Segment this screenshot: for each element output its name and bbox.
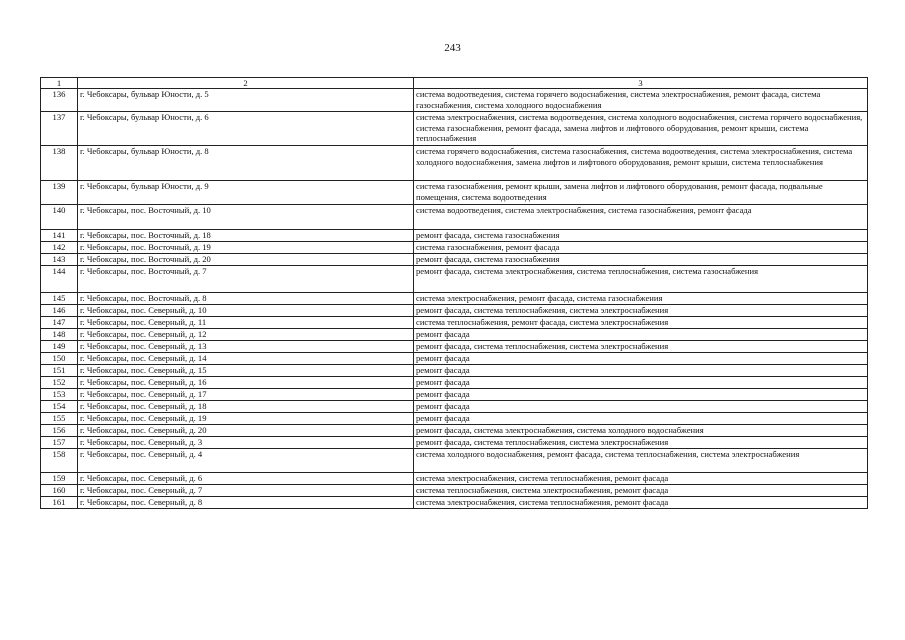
table-row	[41, 425, 868, 437]
row-address: г. Чебоксары, пос. Восточный, д. 19	[78, 242, 414, 254]
row-works: ремонт фасада, система теплоснабжения, система электроснабжения	[414, 305, 868, 317]
row-number: 137	[41, 112, 78, 146]
table-row	[41, 449, 868, 473]
row-number: 142	[41, 242, 78, 254]
buildings-table	[40, 77, 868, 509]
row-works: ремонт фасада	[414, 377, 868, 389]
row-works: система газоснабжения, ремонт крыши, замена лифтов и лифтового оборудования, ремонт фасада, подвальные помещения, система водоотведения	[414, 181, 868, 205]
table-row	[41, 266, 868, 293]
row-works: система водоотведения, система горячего водоснабжения, система электроснабжения, ремонт фасада, система газоснабжения, система холодного водоснабжения	[414, 89, 868, 112]
row-works: ремонт фасада, система теплоснабжения, система электроснабжения	[414, 341, 868, 353]
table-row	[41, 317, 868, 329]
row-number: 136	[41, 89, 78, 112]
row-works: ремонт фасада, система теплоснабжения, система электроснабжения	[414, 437, 868, 449]
row-address: г. Чебоксары, пос. Северный, д. 13	[78, 341, 414, 353]
row-address: г. Чебоксары, пос. Восточный, д. 10	[78, 205, 414, 230]
table-row	[41, 112, 868, 146]
row-address: г. Чебоксары, пос. Северный, д. 14	[78, 353, 414, 365]
row-works: ремонт фасада	[414, 365, 868, 377]
row-address: г. Чебоксары, бульвар Юности, д. 5	[78, 89, 414, 112]
table-row	[41, 341, 868, 353]
row-address: г. Чебоксары, пос. Северный, д. 8	[78, 497, 414, 509]
column-header-address: 2	[78, 78, 414, 89]
row-works: ремонт фасада	[414, 413, 868, 425]
table-row	[41, 353, 868, 365]
row-works: система теплоснабжения, ремонт фасада, система электроснабжения	[414, 317, 868, 329]
row-works: система газоснабжения, ремонт фасада	[414, 242, 868, 254]
row-number: 141	[41, 230, 78, 242]
row-address: г. Чебоксары, пос. Северный, д. 7	[78, 485, 414, 497]
table-row	[41, 377, 868, 389]
row-address: г. Чебоксары, пос. Северный, д. 17	[78, 389, 414, 401]
row-works: система теплоснабжения, система электроснабжения, ремонт фасада	[414, 485, 868, 497]
table-row	[41, 365, 868, 377]
row-works: система электроснабжения, система теплоснабжения, ремонт фасада	[414, 497, 868, 509]
row-number: 147	[41, 317, 78, 329]
row-works: ремонт фасада	[414, 353, 868, 365]
row-number: 155	[41, 413, 78, 425]
row-number: 144	[41, 266, 78, 293]
table-row	[41, 305, 868, 317]
table-row	[41, 497, 868, 509]
table-row	[41, 242, 868, 254]
table-row	[41, 205, 868, 230]
row-works: ремонт фасада	[414, 389, 868, 401]
row-number: 156	[41, 425, 78, 437]
row-number: 146	[41, 305, 78, 317]
row-number: 159	[41, 473, 78, 485]
table-row	[41, 485, 868, 497]
row-address: г. Чебоксары, бульвар Юности, д. 6	[78, 112, 414, 146]
table-row	[41, 89, 868, 112]
row-address: г. Чебоксары, пос. Восточный, д. 7	[78, 266, 414, 293]
row-number: 149	[41, 341, 78, 353]
row-address: г. Чебоксары, пос. Северный, д. 16	[78, 377, 414, 389]
row-address: г. Чебоксары, пос. Северный, д. 19	[78, 413, 414, 425]
row-number: 138	[41, 146, 78, 181]
row-address: г. Чебоксары, пос. Северный, д. 10	[78, 305, 414, 317]
row-works: ремонт фасада, система электроснабжения, система холодного водоснабжения	[414, 425, 868, 437]
table-row	[41, 329, 868, 341]
row-works: система водоотведения, система электроснабжения, система газоснабжения, ремонт фасада	[414, 205, 868, 230]
row-number: 160	[41, 485, 78, 497]
table-row	[41, 181, 868, 205]
row-number: 153	[41, 389, 78, 401]
row-address: г. Чебоксары, пос. Северный, д. 11	[78, 317, 414, 329]
page-number: 243	[444, 42, 461, 54]
table-row	[41, 473, 868, 485]
row-address: г. Чебоксары, пос. Северный, д. 6	[78, 473, 414, 485]
row-address: г. Чебоксары, бульвар Юности, д. 9	[78, 181, 414, 205]
table-row	[41, 413, 868, 425]
row-address: г. Чебоксары, пос. Восточный, д. 18	[78, 230, 414, 242]
row-address: г. Чебоксары, пос. Восточный, д. 20	[78, 254, 414, 266]
row-address: г. Чебоксары, пос. Северный, д. 4	[78, 449, 414, 473]
row-address: г. Чебоксары, пос. Северный, д. 12	[78, 329, 414, 341]
row-number: 151	[41, 365, 78, 377]
row-address: г. Чебоксары, пос. Северный, д. 15	[78, 365, 414, 377]
row-number: 157	[41, 437, 78, 449]
table-row	[41, 254, 868, 266]
row-number: 150	[41, 353, 78, 365]
row-works: ремонт фасада	[414, 401, 868, 413]
row-number: 140	[41, 205, 78, 230]
row-number: 143	[41, 254, 78, 266]
row-number: 154	[41, 401, 78, 413]
row-number: 161	[41, 497, 78, 509]
row-number: 158	[41, 449, 78, 473]
table-row	[41, 293, 868, 305]
row-address: г. Чебоксары, бульвар Юности, д. 8	[78, 146, 414, 181]
row-address: г. Чебоксары, пос. Северный, д. 18	[78, 401, 414, 413]
row-works: система электроснабжения, ремонт фасада, система газоснабжения	[414, 293, 868, 305]
table-header-row	[41, 78, 868, 89]
row-number: 145	[41, 293, 78, 305]
column-header-number: 1	[41, 78, 78, 89]
row-address: г. Чебоксары, пос. Восточный, д. 8	[78, 293, 414, 305]
table-row	[41, 230, 868, 242]
column-header-works: 3	[414, 78, 868, 89]
row-works: система электроснабжения, система водоотведения, система холодного водоснабжения, система горячего водоснабжения, система газоснабжения, ремонт фасада, замена лифтов и лифтового оборудования, ремонт крыши, система теплоснабжения	[414, 112, 868, 146]
row-works: система холодного водоснабжения, ремонт фасада, система теплоснабжения, система электроснабжения	[414, 449, 868, 473]
table-row	[41, 437, 868, 449]
row-works: ремонт фасада, система электроснабжения, система теплоснабжения, система газоснабжения	[414, 266, 868, 293]
row-number: 148	[41, 329, 78, 341]
row-works: ремонт фасада, система газоснабжения	[414, 254, 868, 266]
row-address: г. Чебоксары, пос. Северный, д. 20	[78, 425, 414, 437]
table-row	[41, 401, 868, 413]
row-number: 152	[41, 377, 78, 389]
row-works: ремонт фасада	[414, 329, 868, 341]
table-row	[41, 389, 868, 401]
row-works: ремонт фасада, система газоснабжения	[414, 230, 868, 242]
row-address: г. Чебоксары, пос. Северный, д. 3	[78, 437, 414, 449]
row-works: система электроснабжения, система теплоснабжения, ремонт фасада	[414, 473, 868, 485]
table-row	[41, 146, 868, 181]
row-works: система горячего водоснабжения, система газоснабжения, система водоотведения, система электроснабжения, система холодного водоснабжения, замена лифтов и лифтового оборудования, ремонт крыши, система теплоснабжения	[414, 146, 868, 181]
row-number: 139	[41, 181, 78, 205]
